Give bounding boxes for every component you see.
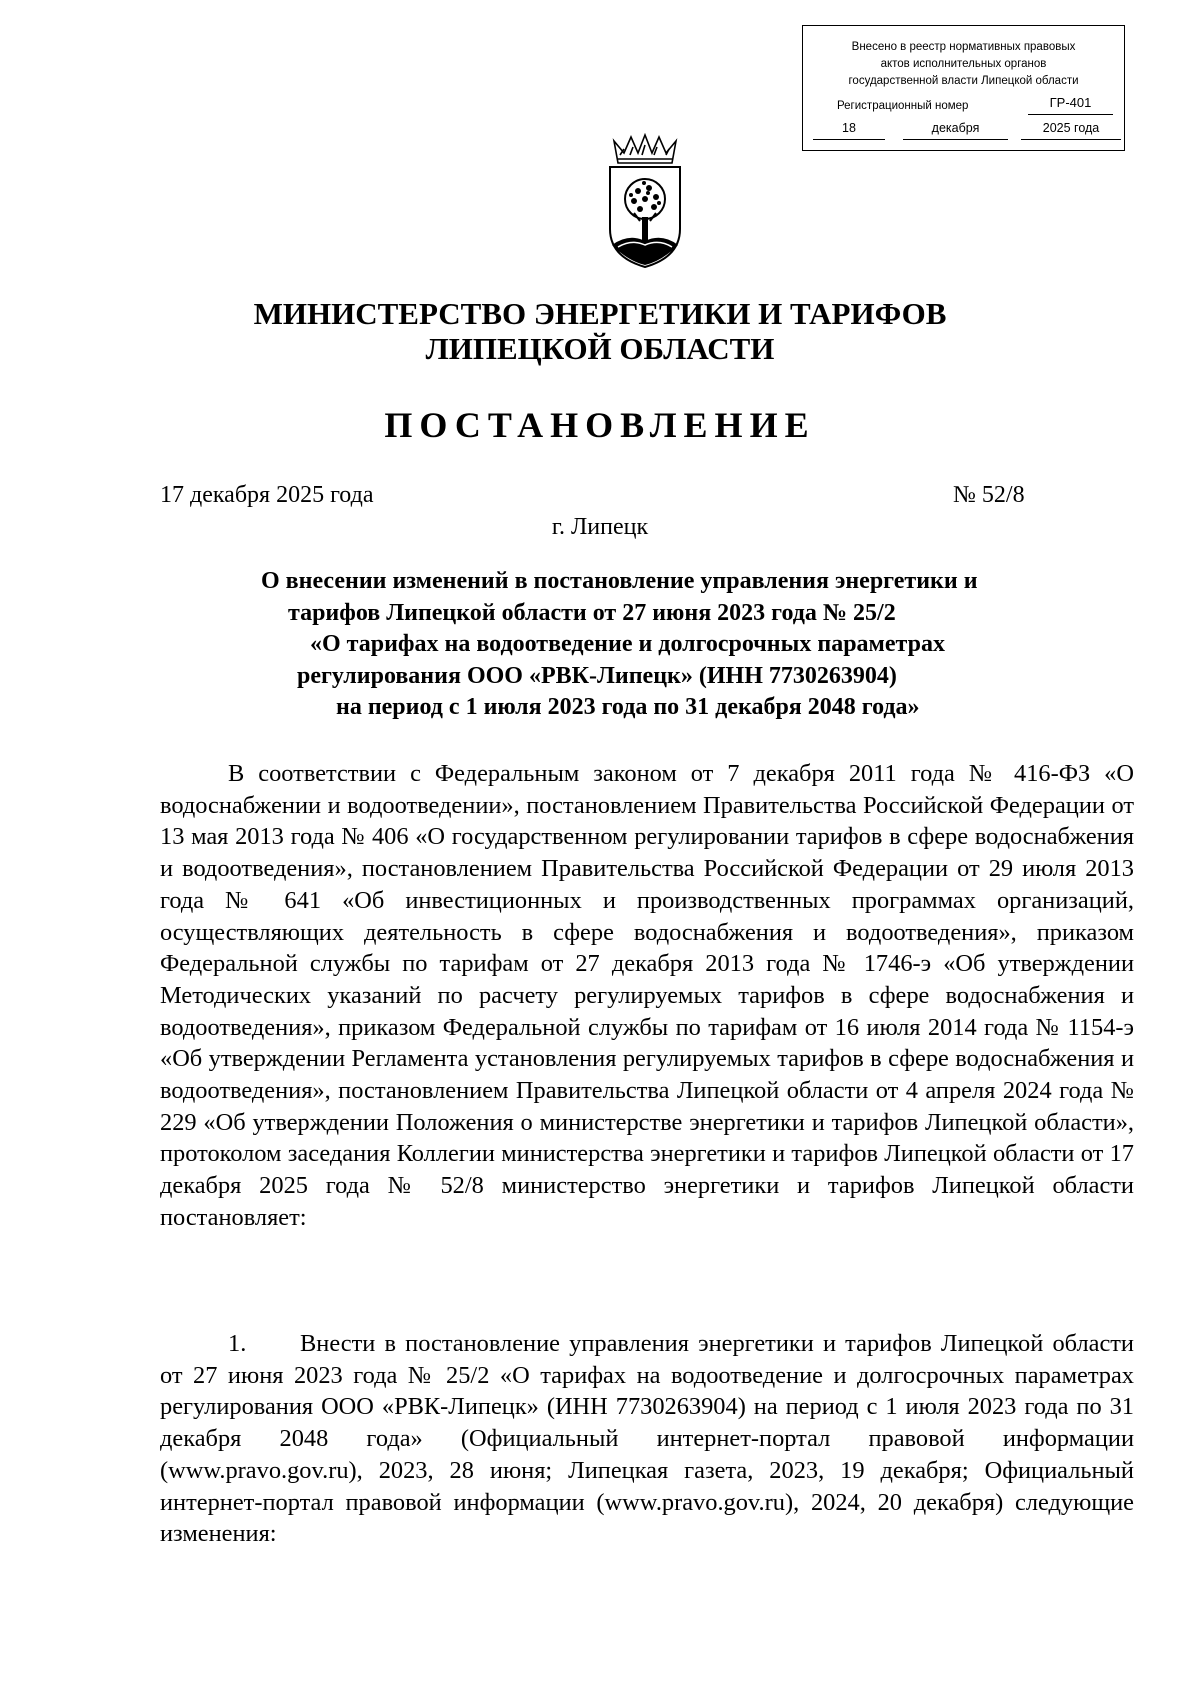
- stamp-line-3: государственной власти Липецкой области: [848, 75, 1079, 87]
- ministry-name-line-1: МИНИСТЕРСТВО ЭНЕРГЕТИКИ И ТАРИФОВ: [253, 296, 947, 331]
- stamp-month: декабря: [931, 121, 980, 135]
- document-city: г. Липецк: [551, 514, 649, 540]
- coat-of-arms-icon: [604, 133, 686, 269]
- stamp-underline: [1021, 139, 1121, 140]
- subject-line: «О тарифах на водоотведение и долгосрочных параметрах: [310, 631, 945, 657]
- document-date: 17 декабря 2025 года: [160, 482, 374, 508]
- stamp-underline: [813, 139, 885, 140]
- stamp-underline: [1028, 114, 1113, 115]
- item-1-number: 1.: [228, 1330, 247, 1357]
- stamp-reg-number: ГР-401: [1049, 95, 1092, 110]
- stamp-reg-label: Регистрационный номер: [837, 100, 969, 112]
- subject-line: тарифов Липецкой области от 27 июня 2023 года № 25/2: [288, 599, 896, 626]
- registry-stamp: [802, 25, 1125, 151]
- subject-line: регулирования ООО «РВК-Липецк» (ИНН 7730263904): [297, 662, 897, 689]
- ministry-name-line-2: ЛИПЕЦКОЙ ОБЛАСТИ: [425, 331, 775, 366]
- stamp-year: 2025 года: [1042, 121, 1100, 135]
- document-type-title: ПОСТАНОВЛЕНИЕ: [384, 405, 816, 445]
- subject-line: О внесении изменений в постановление управления энергетики и: [261, 568, 978, 594]
- stamp-line-2: актов исполнительных органов: [880, 58, 1047, 70]
- stamp-day: 18: [842, 121, 856, 135]
- item-1-text: Внести в постановление управления энергетики и тарифов Липецкой области от 27 июня 2023 года № 25/2 «О тарифах на водоотведение и долгосрочных параметрах регулирования ООО «РВК-Липецк» (ИНН 7730263904) на период с 1 июля 2023 года по 31 декабря 2048 года» (Официальный интернет-портал правовой информации (www.pravo.gov.ru), 2023, 28 июня; Липецкая газета, 2023, 19 декабря; Официальный интернет-портал правовой информации (www.pravo.gov.ru), 2024, 20 декабря) следующие изменения:: [160, 1330, 1134, 1548]
- stamp-line-1: Внесено в реестр нормативных правовых: [851, 41, 1076, 53]
- preamble-paragraph: В соответствии с Федеральным законом от 7 декабря 2011 года № 416-ФЗ «О водоснабжении и водоотведении», постановлением Правительства Российской Федерации от 13 мая 2013 года № 406 «О государственном регулировании тарифов в сфере водоснабжения и водоотведения», постановлением Правительства Российской Федерации от 29 июля 2013 года № 641 «Об инвестиционных и производственных программах организаций, осуществляющих деятельность в сфере водоснабжения и водоотведения», приказом Федеральной службы по тарифам от 27 декабря 2013 года № 1746-э «Об утверждении Методических указаний по расчету регулируемых тарифов в сфере водоснабжения и водоотведения», приказом Федеральной службы по тарифам от 16 июля 2014 года № 1154-э «Об утверждении Регламента установления регулируемых тарифов в сфере водоснабжения и водоотведения», постановлением Правительства Липецкой области от 4 апреля 2024 года № 229 «Об утверждении Положения о министерстве энергетики и тарифов Липецкой области», протоколом заседания Коллегии министерства энергетики и тарифов Липецкой области от 17 декабря 2025 года № 52/8 министерство энергетики и тарифов Липецкой области постановляет:: [160, 760, 1134, 1231]
- item-1-paragraph: [160, 1328, 1134, 1550]
- subject-line: на период с 1 июля 2023 года по 31 декабря 2048 года»: [336, 694, 920, 720]
- document-number: № 52/8: [953, 482, 1025, 508]
- stamp-underline: [903, 139, 1008, 140]
- document-subject: [0, 566, 1200, 724]
